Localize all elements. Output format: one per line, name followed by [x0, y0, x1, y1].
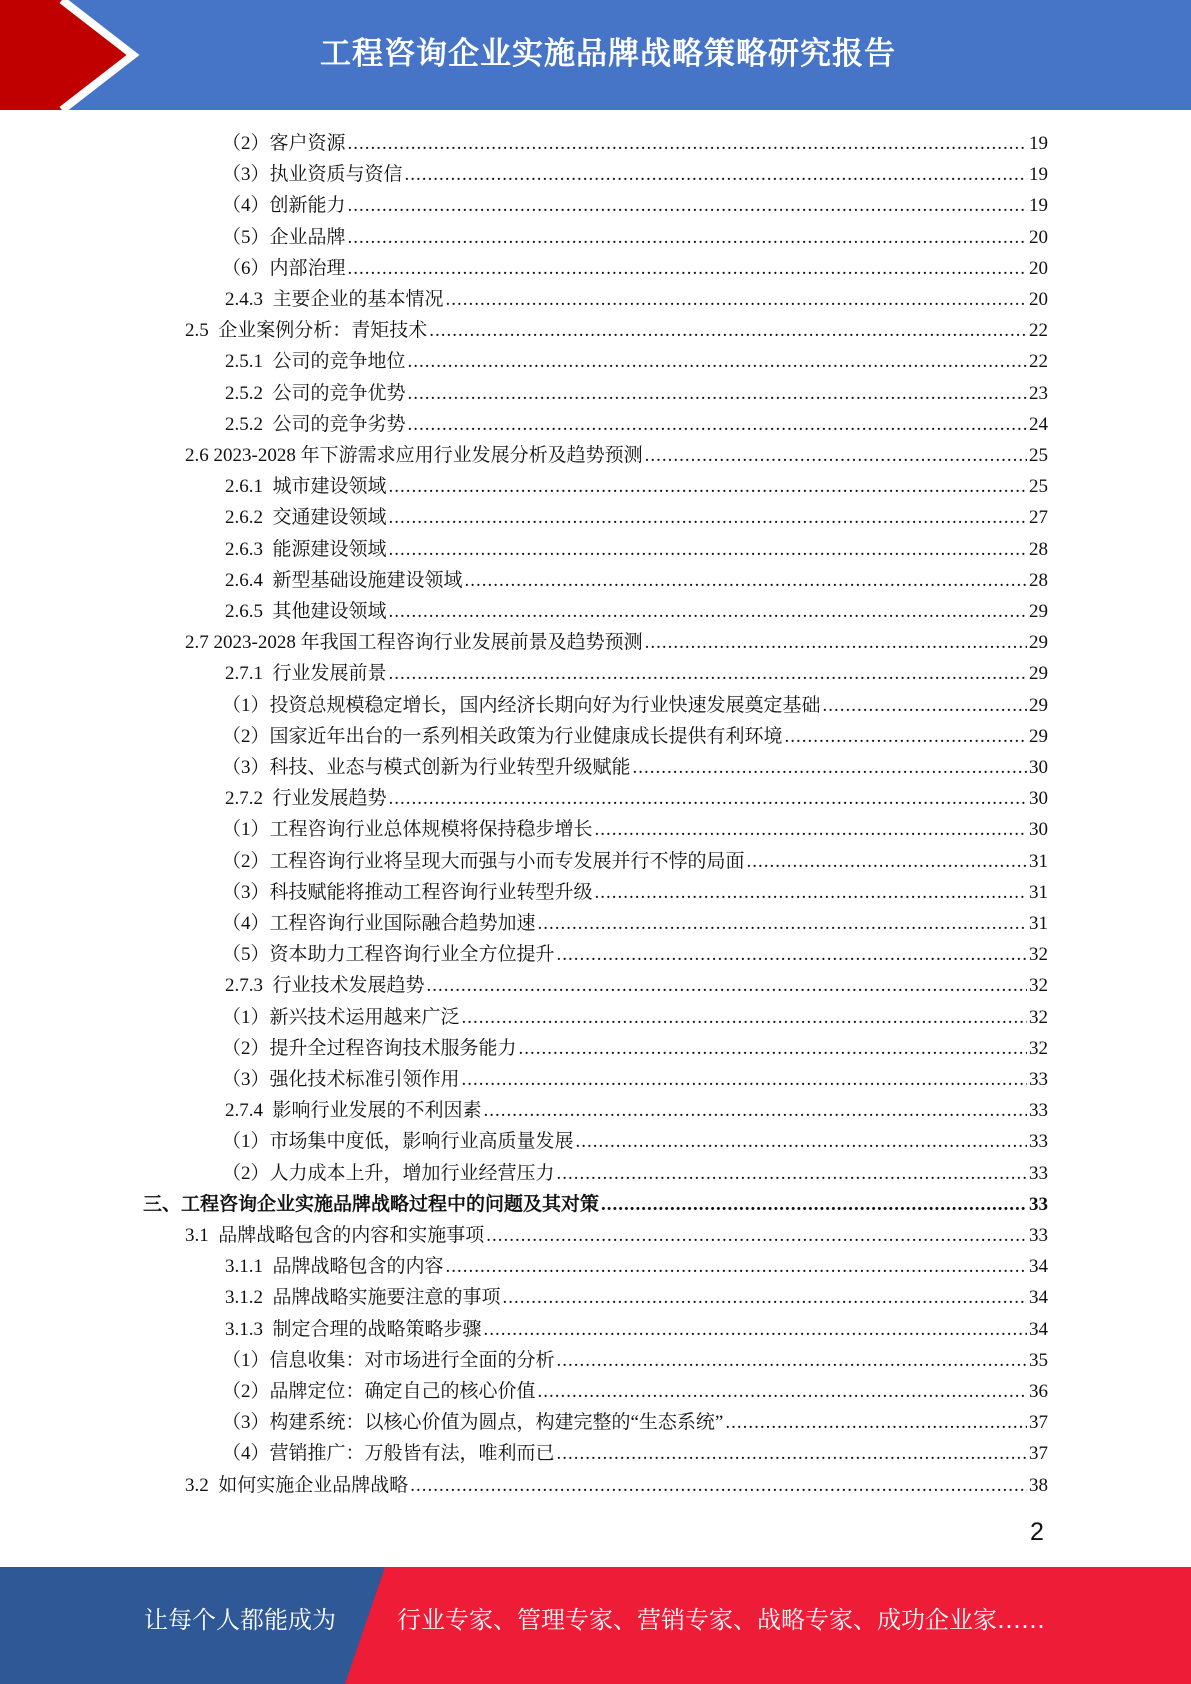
dot-leader: [465, 565, 1027, 596]
dot-leader: [348, 253, 1027, 284]
dot-leader: [348, 222, 1027, 253]
toc-entry-title: （3）构建系统：以核心价值为圆点，构建完整的“生态系统”: [222, 1412, 724, 1434]
toc-entry[interactable]: [222, 1438, 1048, 1469]
toc-entry[interactable]: [222, 1126, 1048, 1157]
dot-leader: [486, 1220, 1027, 1251]
dot-leader: [557, 1438, 1027, 1469]
toc-entry-title: 2.7.3 行业技术发展趋势: [225, 975, 425, 997]
toc-entry-page: 20: [1029, 257, 1048, 279]
toc-entry-title: 2.6.4 新型基础设施建设领域: [225, 569, 463, 591]
toc-entry-title: 2.5.2 公司的竞争劣势: [225, 413, 406, 435]
toc-entry-title: （3）执业资质与资信: [222, 164, 403, 186]
toc-entry[interactable]: [185, 315, 1048, 346]
toc-entry[interactable]: [225, 783, 1048, 814]
toc-entry[interactable]: [225, 471, 1048, 502]
dot-leader: [408, 346, 1027, 377]
dot-leader: [389, 658, 1027, 689]
toc-entry-title: （4）营销推广：万般皆有法，唯利而已: [222, 1443, 555, 1465]
toc-entry-title: （3）科技、业态与模式创新为行业转型升级赋能: [222, 757, 631, 778]
toc-entry-page: 27: [1029, 507, 1048, 529]
toc-entry[interactable]: [222, 908, 1048, 939]
dot-leader: [595, 877, 1027, 908]
toc-entry-title: （4）工程咨询行业国际融合趋势加速: [222, 913, 536, 934]
toc-entry-page: 28: [1029, 569, 1048, 591]
toc-entry-page: 33: [1029, 1131, 1048, 1153]
dot-leader: [601, 1189, 1027, 1220]
toc-entry-page: 29: [1029, 632, 1048, 654]
dot-leader: [462, 1002, 1027, 1033]
toc-entry[interactable]: [225, 1282, 1048, 1313]
dot-leader: [519, 1033, 1027, 1064]
footer-slogan-right: 行业专家、管理专家、营销专家、战略专家、成功企业家……: [397, 1606, 1045, 1634]
toc-entry[interactable]: [143, 1189, 1048, 1220]
toc-entry-page: 35: [1029, 1349, 1048, 1371]
page-header: [0, 0, 1191, 110]
document-title: 工程咨询企业实施品牌战略策略研究报告: [320, 36, 896, 72]
toc-entry-title: 3.1.2 品牌战略实施要注意的事项: [225, 1287, 501, 1309]
toc-entry-title: （2）客户资源: [222, 133, 346, 154]
toc-entry-title: （4）创新能力: [222, 195, 346, 217]
toc-entry[interactable]: [222, 159, 1048, 190]
toc-entry-page: 33: [1029, 1193, 1048, 1215]
toc-entry[interactable]: [222, 1002, 1048, 1033]
dot-leader: [462, 1064, 1027, 1095]
toc-entry-title: （6）内部治理: [222, 257, 346, 279]
dot-leader: [408, 378, 1027, 409]
dot-leader: [389, 783, 1027, 814]
toc-entry-page: 24: [1029, 413, 1048, 435]
dot-leader: [348, 190, 1027, 221]
toc-entry[interactable]: [222, 939, 1048, 970]
toc-entry-title: 2.7.4 影响行业发展的不利因素: [225, 1100, 482, 1122]
dot-leader: [446, 1251, 1027, 1282]
toc-entry[interactable]: [225, 378, 1048, 409]
toc-entry[interactable]: [222, 222, 1048, 253]
toc-entry[interactable]: [222, 721, 1048, 752]
toc-entry-title: （1）工程咨询行业总体规模将保持稳步增长: [222, 819, 593, 841]
dot-leader: [429, 315, 1027, 346]
toc-entry[interactable]: [222, 1158, 1048, 1189]
dot-leader: [595, 814, 1027, 845]
toc-entry-title: 3.1 品牌战略包含的内容和实施事项: [185, 1225, 485, 1246]
toc-entry-page: 34: [1029, 1287, 1048, 1309]
toc-entry-page: 31: [1029, 850, 1048, 872]
toc-entry-page: 29: [1029, 694, 1048, 716]
dot-leader: [823, 690, 1027, 721]
toc-entry-page: 29: [1029, 601, 1048, 622]
toc-entry[interactable]: [222, 1345, 1048, 1376]
toc-entry[interactable]: [185, 440, 1048, 471]
toc-entry-page: 30: [1029, 819, 1048, 841]
toc-entry-title: 3.2 如何实施企业品牌战略: [185, 1474, 409, 1496]
dot-leader: [538, 1376, 1027, 1407]
dot-leader: [484, 1314, 1027, 1345]
toc-entry-title: （2）人力成本上升，增加行业经营压力: [222, 1162, 555, 1184]
toc-entry[interactable]: [225, 970, 1048, 1001]
toc-entry-page: 34: [1029, 1318, 1048, 1340]
dot-leader: [538, 908, 1027, 939]
toc-entry-title: 3.1.1 品牌战略包含的内容: [225, 1256, 444, 1278]
toc-entry-page: 29: [1029, 663, 1048, 685]
toc-entry-page: 19: [1029, 164, 1048, 186]
toc-entry[interactable]: [185, 627, 1048, 658]
dot-leader: [645, 627, 1027, 658]
toc-entry-title: 3.1.3 制定合理的战略策略步骤: [225, 1318, 482, 1340]
toc-entry[interactable]: [222, 814, 1048, 845]
toc-entry-title: （5）资本助力工程咨询行业全方位提升: [222, 944, 555, 966]
toc-entry-title: 2.6.3 能源建设领域: [225, 538, 387, 560]
toc-entry-title: （1）信息收集：对市场进行全面的分析: [222, 1349, 555, 1371]
toc-entry[interactable]: [222, 128, 1048, 159]
toc-entry-page: 30: [1029, 788, 1048, 810]
toc-entry-title: 2.6.1 城市建设领域: [225, 476, 387, 498]
toc-entry-title: （1）投资总规模稳定增长，国内经济长期向好为行业快速发展奠定基础: [222, 694, 821, 716]
dot-leader: [576, 1126, 1027, 1157]
toc-entry-title: 2.5.1 公司的竞争地位: [225, 351, 406, 373]
toc-entry-title: （5）企业品牌: [222, 226, 346, 248]
dot-leader: [645, 440, 1027, 471]
toc-entry-page: 33: [1029, 1225, 1048, 1246]
toc-entry-page: 29: [1029, 725, 1048, 747]
dot-leader: [747, 846, 1027, 877]
toc-entry-title: （1）市场集中度低，影响行业高质量发展: [222, 1131, 574, 1153]
toc-entry-page: 22: [1029, 320, 1048, 342]
toc-entry[interactable]: [225, 534, 1048, 565]
toc-entry[interactable]: [222, 1064, 1048, 1095]
toc-entry-page: 33: [1029, 1162, 1048, 1184]
dot-leader: [410, 1470, 1027, 1501]
toc-entry-title: 2.6.2 交通建设领域: [225, 507, 387, 529]
toc-entry[interactable]: [222, 190, 1048, 221]
dot-leader: [389, 471, 1027, 502]
toc-entry-page: 32: [1029, 1006, 1048, 1028]
toc-entry[interactable]: [225, 658, 1048, 689]
toc-entry-page: 38: [1029, 1474, 1048, 1496]
toc-entry-page: 33: [1029, 1069, 1048, 1090]
toc-entry[interactable]: [222, 846, 1048, 877]
dot-leader: [348, 128, 1027, 159]
toc-entry-page: 22: [1029, 351, 1048, 373]
toc-entry-page: 19: [1029, 195, 1048, 217]
dot-leader: [557, 939, 1027, 970]
toc-entry[interactable]: [222, 1407, 1048, 1438]
toc-entry-page: 31: [1029, 913, 1048, 934]
toc-entry-page: 28: [1029, 538, 1048, 560]
toc-entry[interactable]: [225, 596, 1048, 627]
toc-entry-page: 20: [1029, 289, 1048, 310]
dot-leader: [557, 1345, 1027, 1376]
toc-entry-title: 2.4.3 主要企业的基本情况: [225, 289, 444, 310]
toc-entry[interactable]: [225, 346, 1048, 377]
toc-entry-title: 2.7.1 行业发展前景: [225, 663, 387, 685]
toc-entry-page: 37: [1029, 1443, 1048, 1465]
toc-entry[interactable]: [225, 1314, 1048, 1345]
toc-entry-page: 34: [1029, 1256, 1048, 1278]
toc-entry[interactable]: [222, 1033, 1048, 1064]
toc-entry-page: 23: [1029, 382, 1048, 404]
dot-leader: [503, 1282, 1027, 1313]
toc-entry-page: 32: [1029, 1037, 1048, 1059]
toc-entry[interactable]: [185, 1470, 1048, 1501]
toc-entry[interactable]: [222, 877, 1048, 908]
toc-entry-title: 2.5.2 公司的竞争优势: [225, 382, 406, 404]
toc-entry-page: 25: [1029, 445, 1048, 466]
toc-entry[interactable]: [222, 1376, 1048, 1407]
dot-leader: [446, 284, 1027, 315]
dot-leader: [785, 721, 1027, 752]
toc-entry[interactable]: [225, 409, 1048, 440]
toc-entry-title: 2.7.2 行业发展趋势: [225, 788, 387, 810]
dot-leader: [389, 534, 1027, 565]
toc-entry-title: （3）强化技术标准引领作用: [222, 1069, 460, 1090]
toc-entry-title: 2.6.5 其他建设领域: [225, 601, 387, 622]
toc-entry[interactable]: [222, 253, 1048, 284]
toc-entry-title: （2）工程咨询行业将呈现大而强与小而专发展并行不悖的局面: [222, 850, 745, 872]
toc-entry-title: （2）国家近年出台的一系列相关政策为行业健康成长提供有利环境: [222, 725, 783, 747]
toc-entry-title: （1）新兴技术运用越来广泛: [222, 1006, 460, 1028]
toc-entry-page: 25: [1029, 476, 1048, 498]
toc-entry-page: 33: [1029, 1100, 1048, 1122]
toc-entry-title: 2.5 企业案例分析：青矩技术: [185, 320, 428, 342]
dot-leader: [557, 1158, 1027, 1189]
toc-entry[interactable]: [225, 1095, 1048, 1126]
footer-slogan-left: 让每个人都能成为: [144, 1606, 336, 1634]
chevron-decoration-icon: [0, 0, 200, 110]
dot-leader: [389, 502, 1027, 533]
dot-leader: [725, 1407, 1027, 1438]
toc-entry-page: 30: [1029, 757, 1048, 778]
page-number: 2: [1030, 1518, 1044, 1546]
toc-entry[interactable]: [225, 502, 1048, 533]
toc-entry-title: （2）提升全过程咨询技术服务能力: [222, 1037, 517, 1059]
dot-leader: [484, 1095, 1027, 1126]
toc-entry-title: （3）科技赋能将推动工程咨询行业转型升级: [222, 881, 593, 903]
toc-entry[interactable]: [225, 1251, 1048, 1282]
dot-leader: [427, 970, 1027, 1001]
toc-entry-page: 36: [1029, 1381, 1048, 1402]
toc-entry[interactable]: [222, 752, 1048, 783]
toc-entry-page: 32: [1029, 975, 1048, 997]
toc-entry-title: 2.6 2023-2028 年下游需求应用行业发展分析及趋势预测: [185, 445, 643, 466]
dot-leader: [408, 409, 1027, 440]
toc-entry-title: 2.7 2023-2028 年我国工程咨询行业发展前景及趋势预测: [185, 632, 643, 654]
toc-entry-title: 三、工程咨询企业实施品牌战略过程中的问题及其对策: [143, 1193, 600, 1215]
dot-leader: [389, 596, 1027, 627]
toc-entry-page: 37: [1029, 1412, 1048, 1434]
toc-entry-page: 20: [1029, 226, 1048, 248]
toc-entry[interactable]: [225, 284, 1048, 315]
toc-entry[interactable]: [225, 565, 1048, 596]
toc-entry-page: 32: [1029, 944, 1048, 966]
toc-entry[interactable]: [222, 690, 1048, 721]
toc-entry-title: （2）品牌定位：确定自己的核心价值: [222, 1381, 536, 1402]
dot-leader: [405, 159, 1027, 190]
toc-entry-page: 31: [1029, 881, 1048, 903]
toc-entry-page: 19: [1029, 133, 1048, 154]
toc-entry[interactable]: [185, 1220, 1048, 1251]
dot-leader: [633, 752, 1027, 783]
